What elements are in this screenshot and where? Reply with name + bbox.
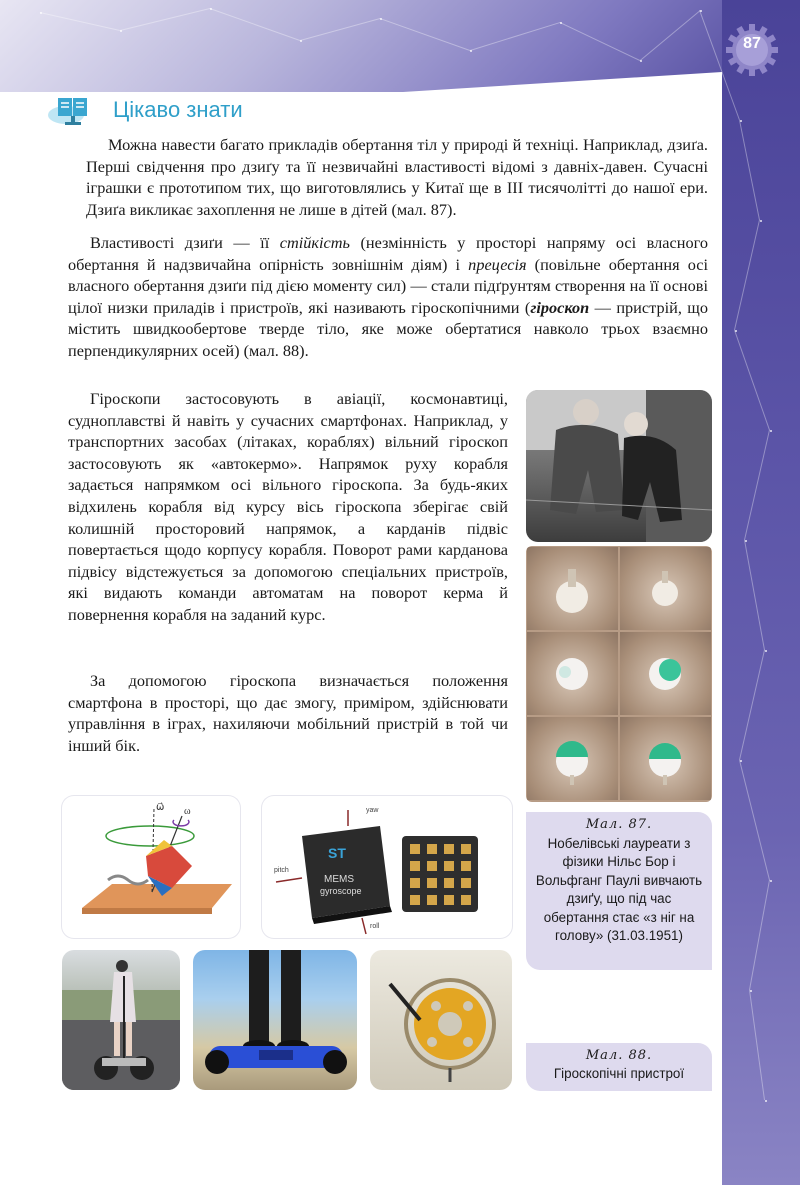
star	[765, 650, 767, 652]
chip-text-mems: MEMS	[324, 874, 354, 885]
term-precession: прецесія	[468, 254, 527, 274]
caption-87-text: Нобелівські лауреати з фізики Нільс Бор і Вольфганг Паулі вивчають дзиґу, що під час обертання стає «з ніг на голову» (31.03.1951)	[535, 835, 703, 943]
section-heading: Цікаво знати	[113, 97, 243, 122]
chip-pad	[427, 895, 437, 905]
p2-e: (повільне обертання осі власного обертання дзиґи під дією моменту сил) — стали підґрунтям створення на її основі цілої низки приладів і пристроїв, які називають гіроскопічними (	[68, 254, 708, 317]
page-number: 87	[743, 35, 761, 52]
tippe-top-icon	[620, 632, 711, 715]
figure-mems-gyroscope-chip	[262, 796, 512, 938]
chip-pad	[461, 861, 471, 871]
caption-figure-87	[526, 812, 712, 970]
caption-88-text: Гіроскопічні пристрої	[553, 1066, 685, 1081]
chip-pad	[410, 844, 420, 854]
tippe-top-frame-5	[527, 717, 618, 800]
mems-chip-illustration	[262, 796, 512, 938]
tippe-top-frame-6	[620, 717, 711, 800]
tippe-top-frame-1	[527, 547, 618, 630]
chip-pad	[410, 895, 420, 905]
tippe-top-icon	[527, 632, 618, 715]
gear-tooth	[749, 24, 755, 32]
segway-illustration	[62, 950, 180, 1090]
paragraph-1	[86, 134, 708, 220]
chip-pad	[461, 878, 471, 888]
chip-pad	[444, 861, 454, 871]
chip-pad	[444, 878, 454, 888]
chip-pad	[427, 844, 437, 854]
figure-spinning-top-precession	[62, 796, 240, 938]
omega-precession-label: ω⃗	[156, 802, 165, 813]
axis-roll-label: roll	[370, 923, 380, 930]
paragraph-2-text	[68, 232, 708, 362]
tippe-top-icon	[620, 547, 711, 630]
axis-yaw-label: yaw	[366, 807, 379, 814]
photo-hoverboard	[193, 950, 357, 1090]
photo-segway	[62, 950, 180, 1090]
tippe-top-icon	[527, 547, 618, 630]
page-background-right	[722, 0, 800, 1185]
star	[770, 430, 772, 432]
caption-87-label: Мал. 87.	[585, 817, 653, 832]
paragraph-2	[68, 232, 708, 362]
p2-c: (незмінність у просторі напряму осі власного обертання й надзвичайна опірність зовнішнім діям) і	[68, 233, 708, 274]
chip-pad	[410, 861, 420, 871]
term-stability: стійкість	[279, 233, 350, 252]
caption-88-label: Мал. 88.	[585, 1048, 653, 1063]
chip-pad	[410, 878, 420, 888]
p2-a: Властивості дзиґи — її	[90, 233, 280, 252]
chip-pad	[461, 844, 471, 854]
chip-text-gyroscope: gyroscope	[320, 886, 362, 896]
paragraph-4	[68, 670, 508, 756]
gear-tooth	[749, 68, 755, 76]
hoverboard-illustration	[193, 950, 357, 1090]
omega-spin-label: ω	[184, 806, 191, 817]
chip-logo: ST	[328, 845, 346, 861]
paragraph-3-text: Гіроскопи застосовують в авіації, космонавтиці, судноплавстві й навіть у сучасних смартфонах. Наприклад, у транспортних засобах (літаках, кораблях) вільний гіроскоп застосовують як «автокермо». Напрямок руху корабля задається напрямком осі вільного гіроскопа. За будь-яких відхилень корабля від курсу вісь гіроскопа зберігає свій колишній просторовий напрямок, а карданів підвіс повертається щодо корпусу корабля. Поворот рами карданова підвісу відстежується за допомогою спеціальних пристроїв, які видають команди автоматам на поворот керма й повернення корабля на заданий курс.	[68, 389, 508, 624]
chip-pad	[444, 844, 454, 854]
spinning-top-diagram	[62, 796, 240, 938]
axis-pitch-label: pitch	[274, 867, 289, 874]
photo-tippe-top-sequence	[526, 546, 712, 802]
gear-tooth	[770, 47, 778, 53]
photo-bohr-pauli	[526, 390, 712, 542]
p2-g: — пристрій, що містить швидкообертове тверде тіло, яке може обертатися навколо трьох взаємно перпендикулярних осей) (мал. 88).	[68, 297, 708, 360]
photo-gyroscope-toy	[370, 950, 512, 1090]
chip-pad	[444, 895, 454, 905]
tippe-top-frame-2	[620, 547, 711, 630]
paragraph-4-text: За допомогою гіроскопа визначається положення смартфона в просторі, що дає змогу, приміром, здійснювати управління в іграх, нахиляючи мобільний пристрій в той чи інший бік.	[68, 671, 508, 755]
laureates-illustration	[526, 390, 712, 542]
star	[765, 1100, 767, 1102]
caption-figure-88	[526, 1043, 712, 1091]
info-book-icon	[48, 95, 106, 125]
paragraph-1-text: Можна навести багато прикладів обертання тіл у природі й техніці. Наприклад, дзиґа. Перші свідчення про дзиґу та її незвичайні властивості відомі з давніх-давен. Сучасні іграшки є прототипом тих, що виготовлялись у Китаї ще в III тисячолітті до нашої ери. Дзиґа викликає захоплення не лише в дітей (мал. 87).	[86, 135, 708, 219]
star	[770, 880, 772, 882]
tippe-top-icon	[620, 717, 711, 800]
tippe-top-icon	[527, 717, 618, 800]
chip-pad	[427, 878, 437, 888]
star	[760, 220, 762, 222]
paragraph-3	[68, 388, 508, 626]
chip-pad	[427, 861, 437, 871]
term-gyroscope: гіроскоп	[530, 297, 590, 317]
tippe-top-frame-4	[620, 632, 711, 715]
tippe-top-frame-3	[527, 632, 618, 715]
toy-gyroscope-illustration	[370, 950, 512, 1090]
chip-pad	[461, 895, 471, 905]
